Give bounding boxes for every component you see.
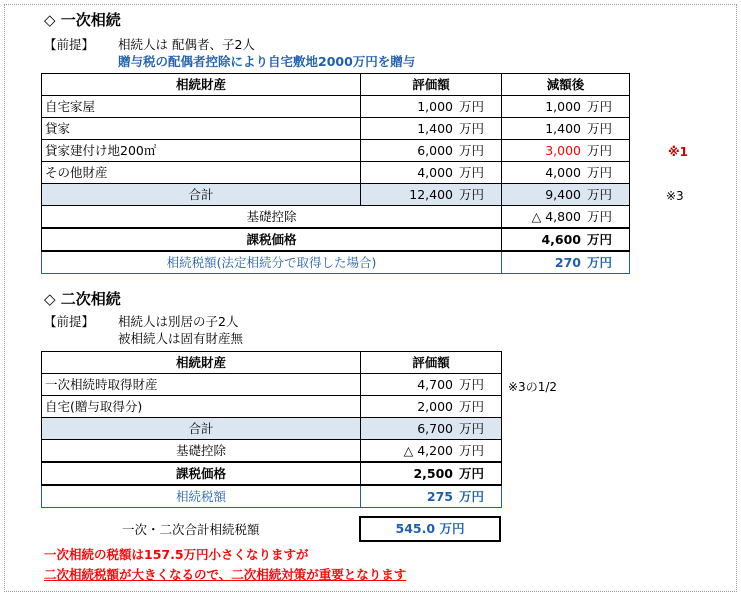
s2-total-row: 合計 6,700 万円: [42, 418, 502, 440]
s1-gift-note: 贈与税の配偶者控除により自宅敷地2000万円を贈与: [118, 54, 416, 69]
s2-deduction-row: 基礎控除 △ 4,200 万円: [42, 440, 502, 463]
section2-title: ◇ 二次相続: [44, 290, 121, 308]
s1-deduction-row: 基礎控除 △ 4,800 万円: [42, 206, 630, 229]
conclusion-line-2: 二次相続税額が大きくなるので、二次相続対策が重要となります: [44, 567, 407, 582]
note-mark-3-half: ※3の1/2: [508, 380, 558, 394]
table-row: 自宅(贈与取得分) 2,000 万円: [42, 396, 502, 418]
table-row: 自宅家屋 1,000 万円 1,000 万円: [42, 96, 630, 118]
section1-title: ◇ 一次相続: [44, 11, 121, 29]
conclusion-line-1: 一次相続の税額は157.5万円小さくなりますが: [44, 547, 309, 562]
note-mark-3: ※3: [666, 189, 684, 203]
combined-tax-label: 一次・二次合計相続税額: [122, 522, 260, 537]
table-row: その他財産 4,000 万円 4,000 万円: [42, 162, 630, 184]
note-mark-1: ※1: [668, 145, 689, 159]
s2-header-row: 相続財産 評価額: [42, 352, 502, 374]
s2-premise-label: 【前提】: [44, 314, 95, 329]
s1-premise-label: 【前提】: [44, 37, 95, 52]
table-row: 貸家 1,400 万円 1,400 万円: [42, 118, 630, 140]
diamond-icon: ◇: [44, 11, 56, 29]
table-row: 貸家建付け地200㎡ 6,000 万円 3,000 万円: [42, 140, 630, 162]
s1-tax-row: 相続税額(法定相続分で取得した場合) 270 万円: [42, 251, 630, 274]
s2-table: [41, 351, 502, 508]
s1-header-row: [42, 74, 630, 96]
s2-premise-text-2: 被相続人は固有財産無: [118, 331, 244, 346]
col-asset-header: 相続財産: [42, 74, 361, 96]
table-row: 一次相続時取得財産 4,700 万円: [42, 374, 502, 396]
col-value-header: 評価額: [361, 74, 502, 96]
s2-premise-text-1: 相続人は別居の子2人: [118, 314, 239, 329]
s2-taxable-row: 課税価格 2,500 万円: [42, 462, 502, 485]
combined-tax-value: 545.0 万円: [359, 516, 501, 542]
s1-table: [41, 73, 630, 274]
col-reduced-header: 減額後: [502, 74, 630, 96]
s1-total-row: 合計 12,400 万円 9,400 万円: [42, 184, 630, 206]
s1-premise-text: 相続人は 配偶者、子2人: [118, 37, 255, 52]
diamond-icon: ◇: [44, 290, 56, 308]
s2-tax-row: 相続税額 275 万円: [42, 485, 502, 508]
s1-taxable-row: 課税価格 4,600 万円: [42, 228, 630, 251]
